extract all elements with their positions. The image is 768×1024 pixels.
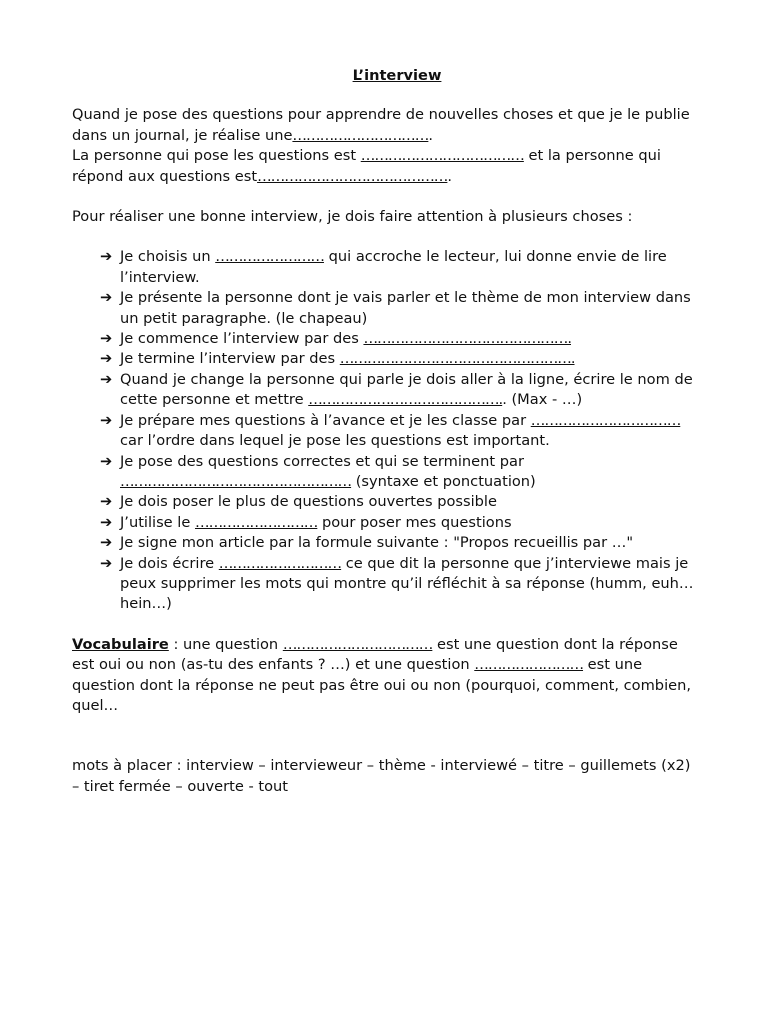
blank-field: …………………………… <box>530 411 681 429</box>
list-item <box>100 349 702 369</box>
blank-field: …………………………………… <box>257 167 448 185</box>
blank-field: ……………………… <box>218 554 342 572</box>
instruction-list <box>72 247 702 614</box>
list-item <box>100 370 702 411</box>
list-item-text: Je signe mon article par la formule suivante : "Propos recueillis par …" <box>120 534 634 552</box>
arrow-icon: ➔ <box>100 534 113 552</box>
arrow-icon: ➔ <box>100 493 113 511</box>
arrow-icon: ➔ <box>100 452 113 470</box>
list-item-text: Je choisis un <box>120 248 216 266</box>
blank-field: ……………………………………. <box>308 391 503 409</box>
blank-field: ……………………………………………. <box>339 350 575 368</box>
arrow-icon: ➔ <box>100 513 113 531</box>
worksheet-page <box>72 66 702 797</box>
list-item-text: Quand je change la personne qui parle je dois aller à la ligne, écrire le nom de cette personne et mettre <box>120 370 693 409</box>
intro-line1-end: . <box>428 126 433 144</box>
list-item <box>100 533 702 553</box>
arrow-icon: ➔ <box>100 411 113 429</box>
blank-field: …………………… <box>474 656 584 674</box>
blank-field: ……………………… <box>194 513 318 531</box>
list-item-text-end: . (Max - …) <box>502 391 583 409</box>
list-item <box>100 329 702 349</box>
intro-line2-mid: et la personne qui répond aux questions est <box>72 147 661 185</box>
list-item <box>100 247 702 288</box>
arrow-icon: ➔ <box>100 289 113 307</box>
list-item-text-end: ce que dit la personne que j’interviewe mais je peux supprimer les mots qui montre qu’il réfléchit à sa réponse (humm, euh… hein…) <box>120 554 694 613</box>
list-item-text-end: pour poser mes questions <box>317 513 512 531</box>
arrow-icon: ➔ <box>100 248 113 266</box>
list-item-text: Je pose des questions correctes et qui se terminent par <box>120 452 524 470</box>
intro-line2-text: La personne qui pose les questions est <box>72 147 361 165</box>
intro-line2-end: . <box>447 167 453 185</box>
vocabulary-paragraph <box>72 635 702 717</box>
vocabulary-text: est une question dont la réponse ne peut pas être oui ou non (pourquoi, comment, combien, quel… <box>72 656 691 714</box>
list-item-text-end: (syntaxe et ponctuation) <box>351 472 536 490</box>
list-item-text-end: qui accroche le lecteur, lui donne envie de lire l’interview. <box>120 248 667 286</box>
arrow-icon: ➔ <box>100 350 113 368</box>
list-item-text: Je termine l’interview par des <box>120 350 340 368</box>
list-item-text: Je présente la personne dont je vais parler et le thème de mon interview dans un petit paragraphe. (le chapeau) <box>120 289 691 327</box>
arrow-icon: ➔ <box>100 330 113 348</box>
blank-field: …………………… <box>215 248 324 266</box>
list-item <box>100 411 702 452</box>
list-item-text: J’utilise le <box>120 513 195 531</box>
page-title: L’interview <box>352 67 442 84</box>
word-bank: mots à placer : interview – intervieweur – thème - interviewé – titre – guillemets (x2) – tiret fermée – ouverte - tout <box>72 757 691 795</box>
list-item-text: Je commence l’interview par des <box>120 330 364 348</box>
list-item <box>100 554 702 615</box>
arrow-icon: ➔ <box>100 370 113 388</box>
blank-field: …………………………… <box>282 635 433 653</box>
blank-field: ……………………………… <box>360 147 524 165</box>
attention-paragraph: Pour réaliser une bonne interview, je dois faire attention à plusieurs choses : <box>72 208 633 226</box>
list-item <box>100 452 702 493</box>
list-item-text: Je prépare mes questions à l’avance et je les classe par <box>120 411 531 429</box>
list-item-text-end: car l’ordre dans lequel je pose les questions est important. <box>120 432 550 450</box>
blank-field: …………………………………………… <box>120 472 352 490</box>
vocabulary-label: Vocabulaire <box>72 635 169 653</box>
list-item <box>100 492 702 512</box>
vocabulary-text: : une question <box>168 635 283 653</box>
arrow-icon: ➔ <box>100 554 113 572</box>
list-item-text: Je dois écrire <box>120 554 219 572</box>
blank-field: ………………………………………. <box>363 330 571 348</box>
list-item <box>100 513 702 533</box>
intro-line1-text: Quand je pose des questions pour apprendre de nouvelles choses et que je le publie dans un journal, je réalise une <box>72 106 690 144</box>
list-item-text: Je dois poser le plus de questions ouvertes possible <box>120 493 497 511</box>
vocabulary-text: est une question dont la réponse est oui ou non (as-tu des enfants ? …) et une question <box>72 635 678 674</box>
blank-field: ………………………… <box>292 126 429 144</box>
intro-paragraph <box>72 105 702 187</box>
list-item <box>100 288 702 329</box>
